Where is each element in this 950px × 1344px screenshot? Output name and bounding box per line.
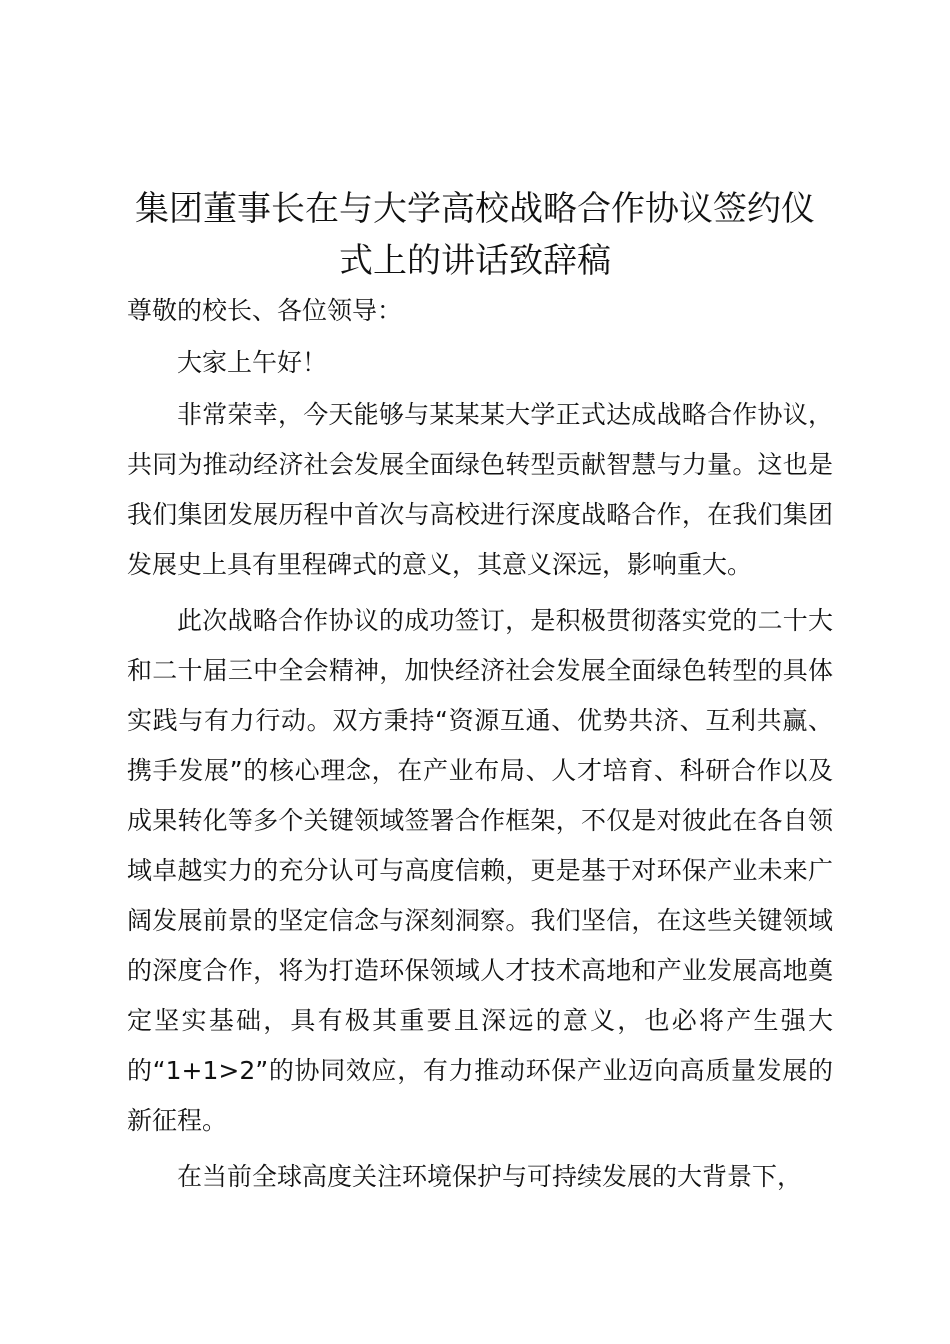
document-body [127,286,833,1202]
greeting: 大家上午好！ [177,348,328,377]
salutation: 尊敬的校长、各位领导： [127,296,403,325]
paragraph-2: 此次战略合作协议的成功签订，是积极贯彻落实党的二十大和二十届三中全会精神，加快经济社会发展全面绿色转型的具体实践与有力行动。双方秉持“资源互通、优势共济、互利共赢、携手发展”的核心理念，在产业布局、人才培育、科研合作以及成果转化等多个关键领域签署合作框架，不仅是对彼此在各自领域卓越实力的充分认可与高度信赖，更是基于对环保产业未来广阔发展前景的坚定信念与深刻洞察。我们坚信，在这些关键领域的深度合作，将为打造环保领域人才技术高地和产业发展高地奠定坚实基础，具有极其重要且深远的意义，也必将产生强大的“1+1>2”的协同效应，有力推动环保产业迈向高质量发展的新征程。 [127,606,833,1135]
paragraph-1: 非常荣幸，今天能够与某某某大学正式达成战略合作协议，共同为推动经济社会发展全面绿色转型贡献智慧与力量。这也是我们集团发展历程中首次与高校进行深度战略合作，在我们集团发展史上具有里程碑式的意义，其意义深远，影响重大。 [127,400,833,579]
title-line-2: 式上的讲话致辞稿 [339,241,611,281]
paragraph-3: 在当前全球高度关注环境保护与可持续发展的大背景下， [177,1162,803,1191]
document-title [110,183,840,287]
title-line-1: 集团董事长在与大学高校战略合作协议签约仪 [135,189,815,229]
